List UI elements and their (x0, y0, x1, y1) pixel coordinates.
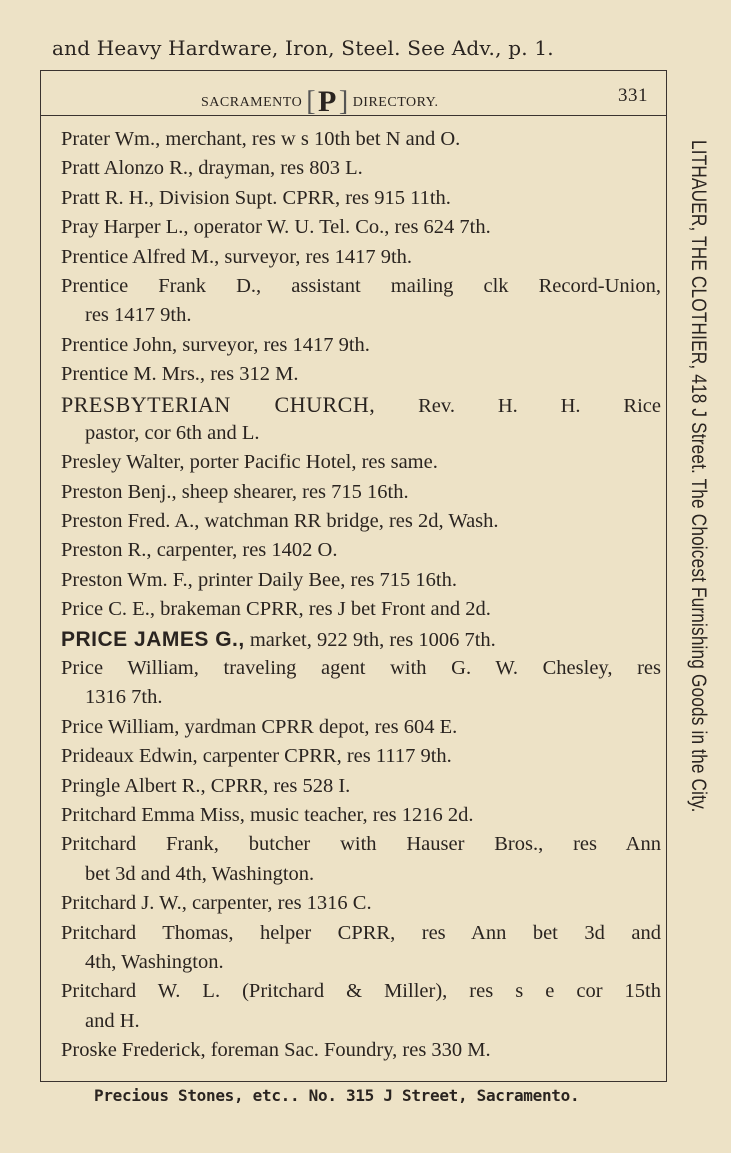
section-letter: P (318, 85, 337, 118)
entry-continuation: 4th, Washington. (85, 950, 224, 973)
entry-details: music teacher, res 1216 2d. (244, 803, 474, 826)
entry-name: Prideaux Edwin, (61, 745, 198, 768)
directory-entry (61, 390, 661, 419)
entry-continuation: and H. (85, 1009, 140, 1032)
entry-details: porter Pacific Hotel, res same. (184, 451, 438, 474)
entry-name: Pratt Alonzo R., (61, 157, 194, 180)
directory-entry (61, 360, 661, 389)
entry-details: merchant, res w s 10th bet N and O. (160, 128, 461, 150)
directory-entry (61, 448, 661, 477)
side-advertisement (670, 140, 710, 975)
entry-name: Pringle Albert R., (61, 774, 206, 797)
side-ad-text: LITHAUER, THE CLOTHIER, 418 J Street. The Choicest Furnishing Goods in the City. (687, 140, 710, 813)
directory-entry (61, 272, 661, 301)
directory-entry (61, 919, 661, 948)
directory-entry (61, 889, 661, 918)
entry-details: Rev. H. H. Rice (375, 394, 661, 417)
directory-entry (61, 536, 661, 565)
header-city: SACRAMENTO (201, 95, 303, 110)
entry-name: Prentice Alfred M., (61, 245, 220, 268)
directory-entry (61, 125, 661, 154)
directory-entry (61, 566, 661, 595)
entry-name: Pritchard Thomas, (61, 921, 234, 944)
entry-details: traveling agent with G. W. Chesley, res (198, 657, 661, 680)
entry-name: Prentice Frank D., (61, 274, 262, 297)
directory-entry (61, 507, 661, 536)
entry-list (61, 125, 661, 1066)
page-number: 331 (618, 85, 648, 106)
directory-entry (61, 243, 661, 272)
entry-details: foreman Sac. Foundry, res 330 M. (205, 1039, 491, 1062)
directory-entry (61, 654, 661, 683)
entry-details: printer Daily Bee, res 715 16th. (192, 568, 457, 591)
entry-details: surveyor, res 1417 9th. (177, 333, 370, 356)
entry-details: surveyor, res 1417 9th. (219, 245, 413, 268)
entry-name: Price William, (61, 715, 180, 738)
directory-entry (61, 830, 661, 859)
entry-name: PRICE JAMES G., (61, 627, 245, 651)
entry-details: carpenter, res 1402 O. (151, 539, 338, 562)
entry-name: Prentice John, (61, 333, 178, 356)
entry-details: Division Supt. CPRR, res 915 11th. (153, 186, 451, 209)
entry-name: Pray Harper L., (61, 216, 189, 239)
entry-details: butcher with Hauser Bros., res Ann (218, 833, 661, 856)
entry-details: carpenter CPRR, res 1117 9th. (197, 745, 452, 768)
entry-name: Pritchard Frank, (61, 833, 219, 856)
entry-name: Pritchard J. W., (61, 892, 187, 915)
entry-continuation: 1316 7th. (85, 686, 163, 709)
entry-name: Preston R., (61, 539, 152, 562)
page-header (41, 79, 666, 118)
entry-continuation: pastor, cor 6th and L. (85, 421, 260, 444)
entry-name: Preston Benj., (61, 480, 177, 503)
entry-name: Preston Fred. A., (61, 510, 200, 533)
entry-details: market, 922 9th, res 1006 7th. (244, 628, 496, 651)
entry-details: carpenter, res 1316 C. (186, 892, 372, 915)
header-title: DIRECTORY. (352, 95, 439, 110)
directory-page (40, 70, 667, 1082)
directory-entry (61, 154, 661, 183)
running-head: and Heavy Hardware, Iron, Steel. See Adv., p. 1. (52, 36, 554, 60)
directory-entry (61, 625, 661, 654)
entry-name: Pritchard Emma Miss, (61, 803, 245, 826)
bracket-close: ] (338, 86, 349, 117)
directory-entry (61, 1036, 661, 1065)
entry-details: helper CPRR, res Ann bet 3d and (233, 921, 661, 944)
entry-details: assistant mailing clk Record-Union, (261, 274, 661, 297)
bracket-open: [ (306, 86, 317, 117)
entry-details: drayman, res 803 L. (193, 157, 363, 180)
directory-entry (61, 184, 661, 213)
entry-name: Prater Wm., (61, 128, 161, 150)
entry-name: Prentice M. Mrs., (61, 363, 206, 386)
entry-details: (Pritchard & Miller), res s e cor 15th (220, 980, 661, 1003)
directory-entry (61, 801, 661, 830)
directory-entry (61, 977, 661, 1006)
entry-name: Preston Wm. F., (61, 568, 193, 591)
entry-name: PRESBYTERIAN CHURCH, (61, 391, 376, 417)
directory-entry (61, 478, 661, 507)
entry-details: sheep shearer, res 715 16th. (176, 480, 409, 503)
footer-advertisement: Precious Stones, etc.. No. 315 J Street, Sacramento. (94, 1086, 580, 1105)
entry-details: yardman CPRR depot, res 604 E. (179, 715, 458, 738)
entry-name: Price C. E., (61, 598, 155, 621)
directory-entry (61, 772, 661, 801)
entry-details: CPRR, res 528 I. (205, 774, 351, 797)
directory-entry (61, 213, 661, 242)
entry-continuation: bet 3d and 4th, Washington. (85, 862, 315, 885)
entry-details: brakeman CPRR, res J bet Front and 2d. (154, 598, 491, 621)
entry-continuation: res 1417 9th. (85, 304, 192, 327)
entry-name: Price William, (61, 657, 199, 680)
entry-name: Proske Frederick, (61, 1039, 206, 1062)
entry-name: Presley Walter, (61, 451, 185, 474)
entry-details: res 312 M. (205, 363, 299, 386)
directory-entry (61, 713, 661, 742)
entry-name: Pratt R. H., (61, 186, 154, 209)
header-rule (41, 115, 666, 116)
entry-details: operator W. U. Tel. Co., res 624 7th. (188, 216, 491, 239)
directory-entry (61, 331, 661, 360)
entry-details: watchman RR bridge, res 2d, Wash. (199, 510, 499, 533)
entry-name: Pritchard W. L. (61, 980, 221, 1003)
directory-entry (61, 742, 661, 771)
directory-entry (61, 595, 661, 624)
